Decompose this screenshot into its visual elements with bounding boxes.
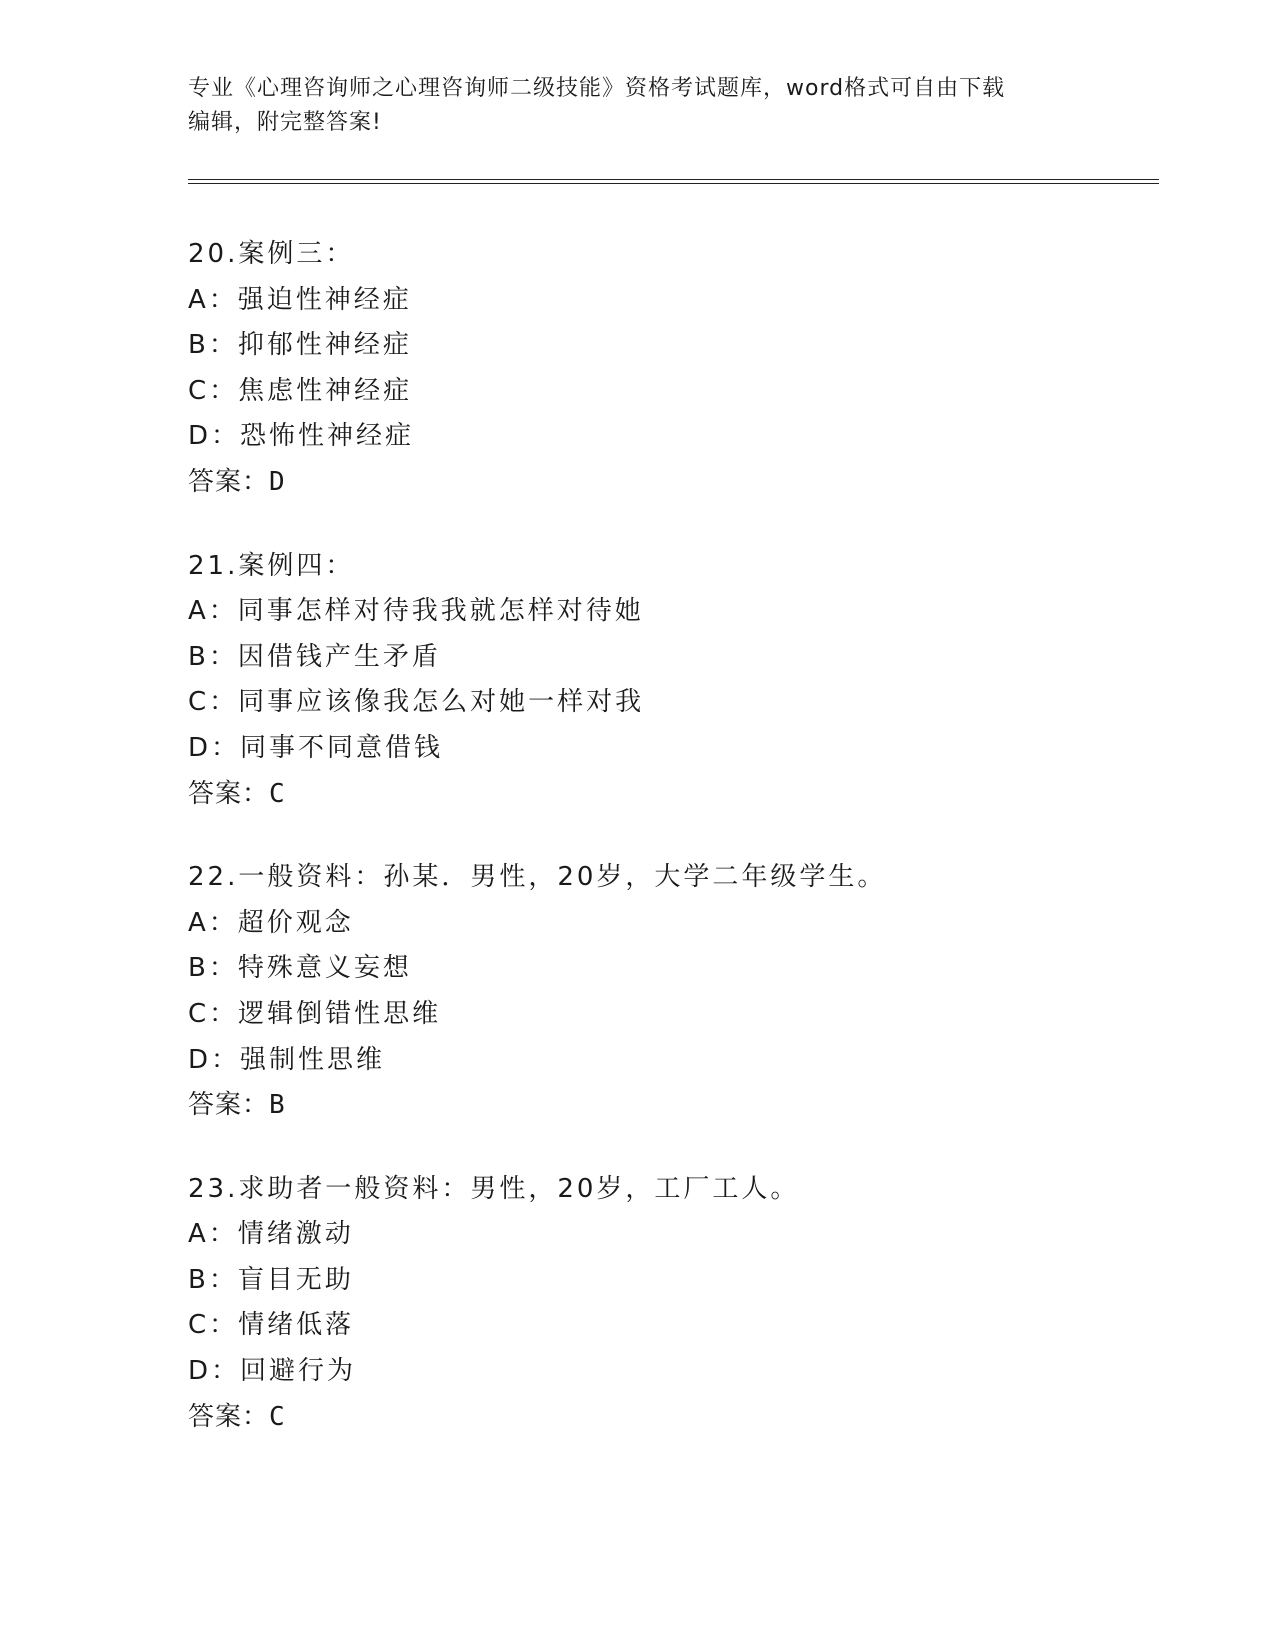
question-stem: 22.一般资料：孙某．男性，20岁，大学二年级学生。 (188, 862, 887, 893)
header-line-1: 专业《心理咨询师之心理咨询师二级技能》资格考试题库，word格式可自由下载 (188, 76, 1006, 101)
document-header (188, 72, 1088, 140)
option-c: C：焦虑性神经症 (188, 375, 413, 406)
option-d: D：同事不同意借钱 (188, 732, 444, 763)
option-a: A：超价观念 (188, 907, 354, 938)
option-b: B：特殊意义妄想 (188, 953, 412, 984)
answer: 答案：C (188, 1401, 286, 1432)
option-a: A：强迫性神经症 (188, 284, 412, 315)
option-b: B：盲目无助 (188, 1264, 354, 1295)
question-stem: 20.案例三： (188, 239, 355, 269)
question-stem: 23.求助者一般资料：男性，20岁，工厂工人。 (188, 1173, 800, 1204)
answer: 答案：B (188, 1090, 286, 1121)
header-double-rule (188, 179, 1159, 184)
answer: 答案：C (188, 778, 286, 809)
header-line-2: 编辑，附完整答案! (188, 110, 382, 135)
question-list (188, 232, 1168, 1478)
question-23 (188, 1167, 1168, 1441)
question-stem: 21.案例四： (188, 550, 355, 581)
option-c: C：同事应该像我怎么对她一样对我 (188, 687, 645, 718)
question-20 (188, 232, 1168, 506)
option-c: C：情绪低落 (188, 1310, 355, 1341)
option-b: B：抑郁性神经症 (188, 330, 412, 361)
option-b: B：因借钱产生矛盾 (188, 641, 441, 672)
option-c: C：逻辑倒错性思维 (188, 998, 442, 1029)
option-d: D：恐怖性神经症 (188, 421, 415, 452)
option-d: D：回避行为 (188, 1356, 357, 1387)
question-22 (188, 855, 1168, 1129)
option-a: A：同事怎样对待我我就怎样对待她 (188, 596, 644, 627)
answer: 答案：D (188, 466, 286, 497)
option-a: A：情绪激动 (188, 1219, 354, 1250)
question-21 (188, 544, 1168, 818)
option-d: D：强制性思维 (188, 1044, 386, 1075)
